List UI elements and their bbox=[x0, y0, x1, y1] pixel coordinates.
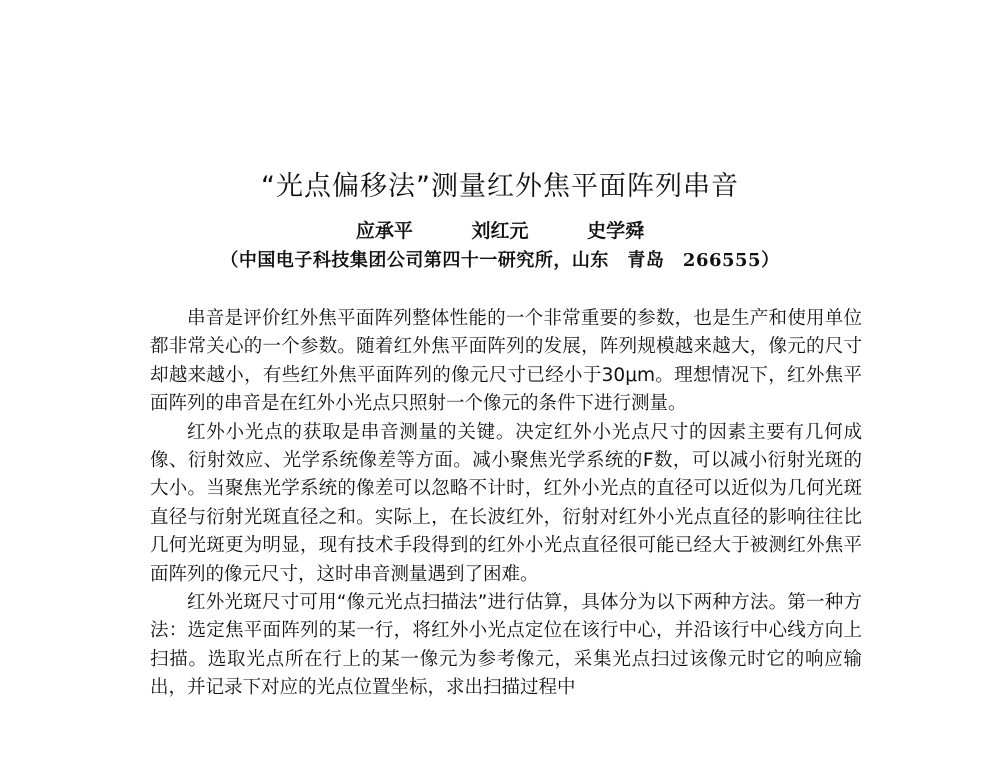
author-list bbox=[0, 218, 1000, 244]
author-name: 史学舜 bbox=[587, 220, 645, 242]
paper-title: “光点偏移法”测量红外焦平面阵列串音 bbox=[261, 171, 739, 202]
author-name: 应承平 bbox=[355, 220, 413, 242]
paper-body bbox=[150, 305, 862, 703]
author-name: 刘红元 bbox=[471, 220, 529, 242]
body-paragraph: 红外光斑尺寸可用“像元光点扫描法”进行估算，具体分为以下两种方法。第一种方法：选定焦平面阵列的某一行，将红外小光点定位在该行中心，并沿该行中心线方向上扫描。选取光点所在行上的某一像元为参考像元，采集光点扫过该像元时它的响应输出，并记录下对应的光点位置坐标，求出扫描过程中 bbox=[150, 592, 862, 699]
body-paragraph: 红外小光点的获取是串音测量的关键。决定红外小光点尺寸的因素主要有几何成像、衍射效应、光学系统像差等方面。减小聚焦光学系统的F数，可以减小衍射光斑的大小。当聚焦光学系统的像差可以忽略不计时，红外小光点的直径可以近似为几何光斑直径与衍射光斑直径之和。实际上，在长波红外，衍射对红外小光点直径的影响往往比几何光斑更为明显，现有技术手段得到的红外小光点直径很可能已经大于被测红外焦平面阵列的像元尺寸，这时串音测量遇到了困难。 bbox=[150, 421, 862, 585]
author-affiliation: （中国电子科技集团公司第四十一研究所，山东 青岛 266555） bbox=[220, 250, 780, 271]
body-paragraph: 串音是评价红外焦平面阵列整体性能的一个非常重要的参数，也是生产和使用单位都非常关心的一个参数。随着红外焦平面阵列的发展，阵列规模越来越大，像元的尺寸却越来越小，有些红外焦平面阵列的像元尺寸已经小于30μm。理想情况下，红外焦平面阵列的串音是在红外小光点只照射一个像元的条件下进行测量。 bbox=[150, 308, 862, 415]
